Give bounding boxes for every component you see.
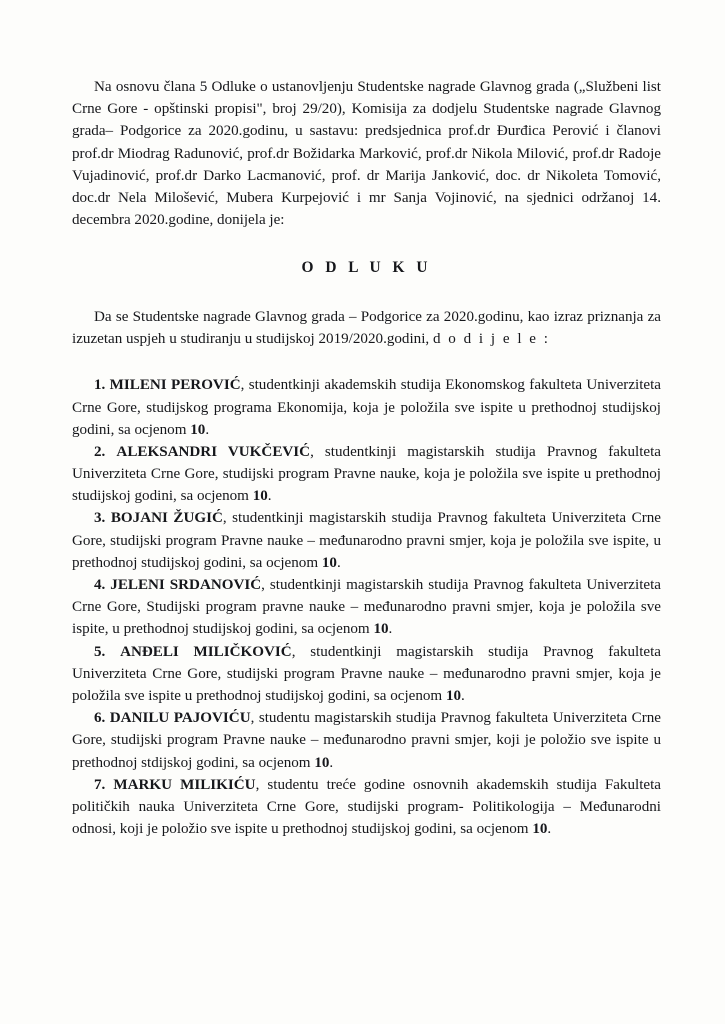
intro-paragraph: Na osnovu člana 5 Odluke o ustanovljenju Studentske nagrade Glavnog grada („Službeni list Crne Gore - opštinski propisi", broj 29/20), Komisija za dodjelu Studentske nagrade Glavnog grada– Podgorice za 2020.godinu, u sastavu: predsjednica prof.dr Đurđica Perović i članovi prof.dr Miodrag Radunović, prof.dr Božidarka Marković, prof.dr Nikola Milović, prof.dr Radoje Vujadinović, prof.dr Darko Lacmanović, prof. dr Marija Janković, doc. dr Nikoleta Tomović, doc.dr Nela Milošević, Mubera Kurpejović i mr Sanja Vojinović, na sjednici održanoj 14. decembra 2020.godine, donijela je: — [72, 79, 661, 229]
award-number: 5. — [94, 643, 106, 660]
award-grade: 10 — [445, 687, 462, 704]
lead-paragraph — [72, 306, 661, 350]
award-item — [72, 641, 661, 708]
award-description: , studentkinji akademskih studija Ekonomskog fakulteta Univerziteta Crne Gore, studijskog programa Ekonomija, koja je položila sve ispite u prethodnoj studijskoj godini, sa ocjenom — [72, 377, 662, 438]
lead-dodijele: d o d i j e l e : — [432, 331, 550, 348]
award-description: , studentkinji magistarskih studija Pravnog fakulteta Univerziteta Crne Gore, studijski program Pravne nauke – međunarodno pravni smjer, koja je položila sve ispite, u prethodnoj studijskoj godini, sa ocjenom — [72, 510, 661, 571]
award-description-end: . — [388, 621, 393, 638]
award-number: 4. — [94, 577, 106, 594]
award-recipient-name: BOJANI ŽUGIĆ — [110, 510, 223, 527]
award-description: , studentkinji magistarskih studija Pravnog fakulteta Univerziteta Crne Gore, studijski program Pravne nauke, koja je položila sve ispite u prethodnoj studijskoj godini, sa ocjenom — [72, 443, 662, 505]
award-item — [72, 574, 661, 641]
award-item — [72, 707, 661, 774]
award-description: , studentkinji magistarskih studija Pravnog fakulteta Univerziteta Crne Gore, studijski program Pravne nauke – međunarodno pravni smjer, koja je položila sve ispite u prethodnoj studijskoj godini, sa ocjenom — [72, 643, 662, 704]
award-description-end: . — [205, 421, 210, 438]
award-item — [72, 374, 661, 441]
award-description: , studentkinji magistarskih studija Pravnog fakulteta Univerziteta Crne Gore, Studijski program pravne nauke – međunarodno pravni smjer, koja je položila sve ispite, u prethodnoj studijskoj godini, sa ocjenom — [72, 577, 661, 638]
award-grade: 10 — [321, 554, 337, 571]
award-description: , studentu magistarskih studija Pravnog fakulteta Univerziteta Crne Gore, studijski program Pravne nauke – međunarodno pravni smjer, koji je položio sve ispite u prethodnoj stdijskoj godini, sa ocjenom — [72, 710, 661, 771]
award-description: , studentu treće godine osnovnih akademskih studija Fakulteta političkih nauka Univerziteta Crne Gore, studijski program- Politikologija – Međunarodni odnosi, koji je položio sve ispite u prethodnoj studijskoj godini, sa ocjenom — [72, 776, 662, 838]
document-title: O D L U K U — [301, 259, 432, 277]
lead-text: Da se Studentske nagrade Glavnog grada – Podgorice za 2020.godinu, kao izraz priznanja za izuzetan uspjeh u studiranju u studijskoj 2019/2020.godini, — [72, 308, 661, 348]
award-description-end: . — [547, 821, 552, 838]
award-number: 2. — [94, 443, 106, 460]
award-recipient-name: MARKU MILIKIĆU — [113, 776, 256, 793]
award-recipient-name: ANĐELI MILIČKOVIĆ — [120, 643, 292, 660]
award-grade: 10 — [252, 488, 268, 505]
award-recipient-name: ALEKSANDRI VUKČEVIĆ — [116, 443, 311, 460]
document-body — [72, 76, 661, 840]
award-description-end: . — [336, 554, 341, 571]
award-recipient-name: JELENI SRDANOVIĆ — [110, 577, 262, 594]
award-grade: 10 — [373, 621, 389, 638]
award-number: 7. — [94, 776, 106, 793]
award-grade: 10 — [190, 421, 206, 438]
award-description-end: . — [461, 687, 465, 704]
award-item — [72, 507, 661, 574]
award-grade: 10 — [532, 821, 548, 838]
award-grade: 10 — [314, 754, 330, 771]
award-description-end: . — [329, 754, 334, 771]
award-recipient-name: MILENI PEROVIĆ — [109, 377, 241, 394]
award-recipient-name: DANILU PAJOVIĆU — [109, 710, 251, 727]
award-number: 1. — [94, 377, 106, 394]
award-number: 6. — [94, 710, 106, 727]
award-item — [72, 774, 661, 841]
award-number: 3. — [94, 510, 106, 527]
award-description-end: . — [267, 488, 272, 505]
award-item — [72, 441, 661, 508]
